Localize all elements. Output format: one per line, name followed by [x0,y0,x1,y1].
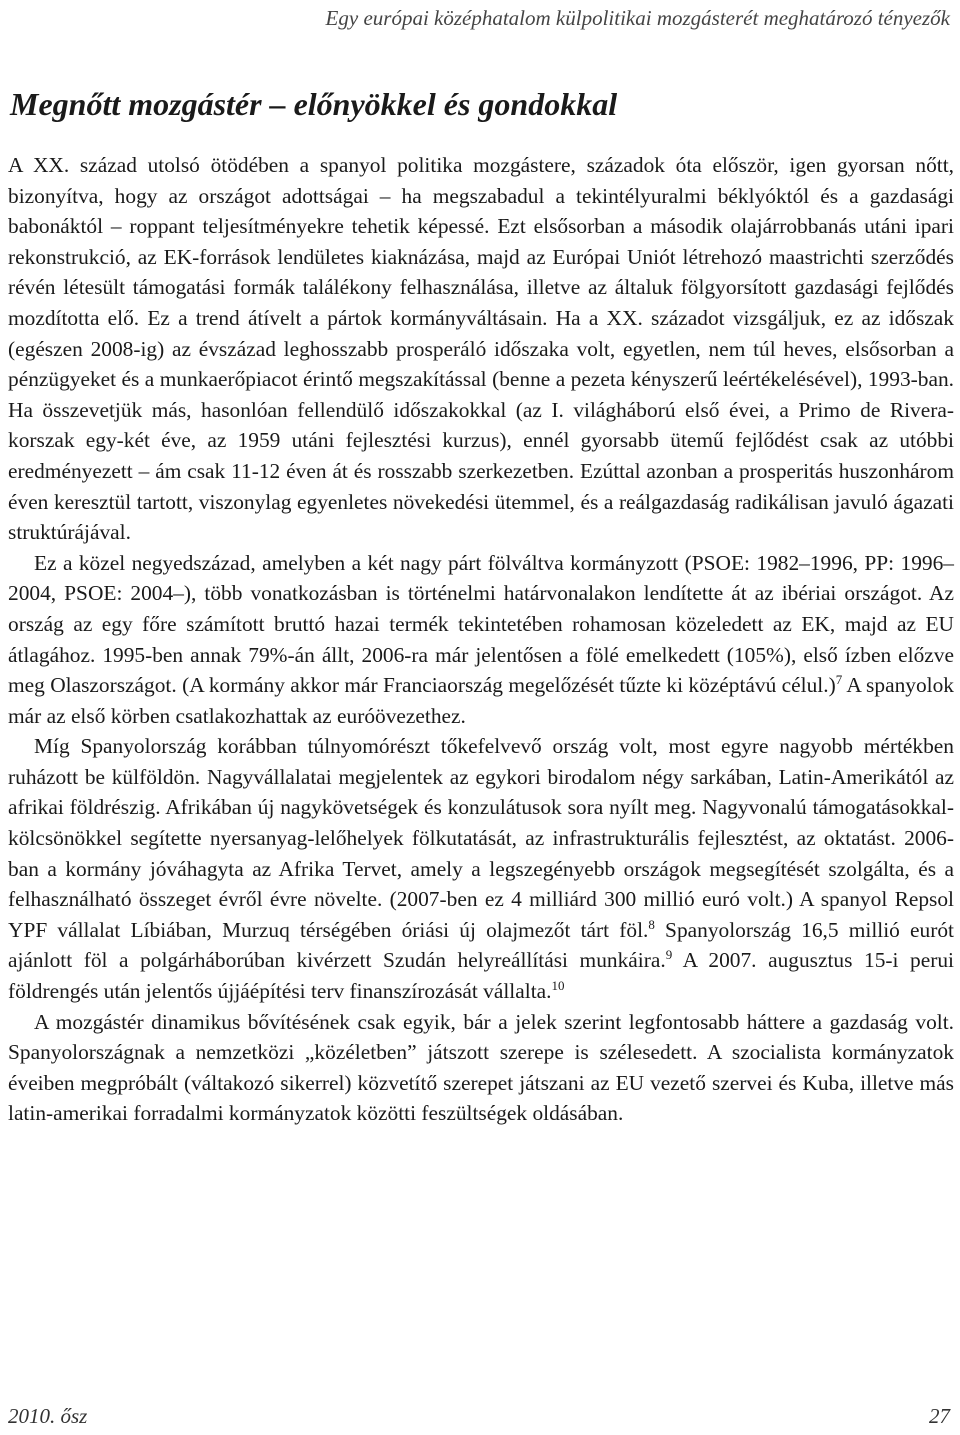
section-title: Megnőtt mozgástér – előnyökkel és gondokkal [10,86,618,122]
body-text [8,150,954,1129]
paragraph: Míg Spanyolország korábban túlnyomórészt tőkefelvevő ország volt, most egyre nagyobb mértékben ruházott be külföldön. Nagyvállalatai megjelentek az egykori birodalom négy sarkában, Latin-Amerikától az afrikai földrészig. Afrikában új nagykövetségek és konzulátusok sora nyílt meg. Nagyvonalú támogatásokkal-kölcsönökkel segítette nyersanyag-lelőhelyek fölkutatását, az infrastrukturális fejlesztést, az oktatást. 2006-ban a kormány jóváhagyta az Afrika Tervet, amely a legszegényebb országok megsegítését szolgálta, és a felhasználható összeget évről évre növelte. (2007-ben ez 4 milliárd 300 millió euró volt.) A spanyol Repsol YPF vállalat Líbiában, Murzuq térségében óriási új olajmezőt tárt föl.$^8$ Spanyolország 16,5 millió eurót ajánlott föl a polgárháborúban kivérzett Szudán helyreállítási munkáira.$^9$ A 2007. augusztus 15-i perui földrengés után jelentős újjáépítési terv finanszírozását vállalta.$^{10}$ [8,734,954,1004]
page-footer [8,1404,950,1432]
footnote-ref[interactable]: 10 [551,978,565,994]
paragraph: A XX. század utolsó ötödében a spanyol politika mozgástere, századok óta először, igen gyorsan nőtt, bizonyítva, hogy az országot adottságai – ha megszabadul a tekintélyuralmi béklyóktól és a gazdasági babonáktól – roppant teljesítményekre tehetik képessé. Ezt elsősorban a második olajárrobbanás utáni ipari rekonstrukció, az EK-források lendületes kiaknázása, majd az Európai Uniót létrehozó maastrichti szerződés révén létesült támogatási formák találékony felhasználása, illetve az általuk fölgyorsított gazdasági fejlődés mozdította elő. Ez a trend átívelt a pártok kormányváltásain. Ha a XX. századot vizsgáljuk, ez az időszak (egészen 2008-ig) az évszázad leghosszabb prosperáló időszaka volt, egyetlen, nem túl heves, elsősorban a pénzügyeket és a munkaerőpiacot érintő megszakítással (benne a pezeta kényszerű leértékelésével), 1993-ban. Ha összevetjük más, hasonlóan fellendülő időszakokkal (az I. világháború első évei, a Primo de Rivera-korszak egy-két éve, az 1959 utáni fejlesztési kurzus), ennél gyorsabb ütemű fejlődést csak az utóbbi eredményezett – ám csak 11-12 éven át és rosszabb szerkezetben. Ezúttal azonban a prosperitás huszonhárom éven keresztül tartott, viszonylag egyenletes növekedési ütemmel, és a reálgazdaság radikálisan javuló ágazati struktúrájával. [8,153,954,545]
footnote-ref[interactable]: 7 [835,672,843,688]
footnote-ref[interactable]: 8 [648,916,655,932]
issue-label: 2010. ősz [8,1404,88,1428]
footnote-ref[interactable]: 9 [665,947,673,963]
page-number: 27 [929,1404,950,1428]
paragraph: Ez a közel negyedszázad, amelyben a két nagy párt fölváltva kormányzott (PSOE: 1982–1996, PP: 1996–2004, PSOE: 2004–), több vonatkozásban is történelmi határvonalakon lendítette át az ibériai országot. Az ország az egy főre számított bruttó hazai termék tekintetében rohamosan közeledett az EK, majd az EU átlagához. 1995-ben annak 79%-án állt, 2006-ra már jelentősen a fölé emelkedett (105%), első ízben előzve meg Olaszországot. (A kormány akkor már Franciaország megelőzését tűzte ki középtávú célul.)$^7$ A spanyolok már az első körben csatlakozhattak az euróövezethez. [8,550,954,728]
paragraph: A mozgástér dinamikus bővítésének csak egyik, bár a jelek szerint legfontosabb háttere a gazdaság volt. Spanyolországnak a nemzetközi „közéletben” játszott szerepe is szélesedett. A szocialista kormányzatok éveiben megpróbált (váltakozó sikerrel) közvetítő szerepet játszani az EU vezető szervei és Kuba, illetve más latin-amerikai forradalmi kormányzatok közötti feszültségek oldásában. [8,1009,954,1126]
running-header: Egy európai középhatalom külpolitikai mozgásterét meghatározó tényezők [325,6,950,30]
